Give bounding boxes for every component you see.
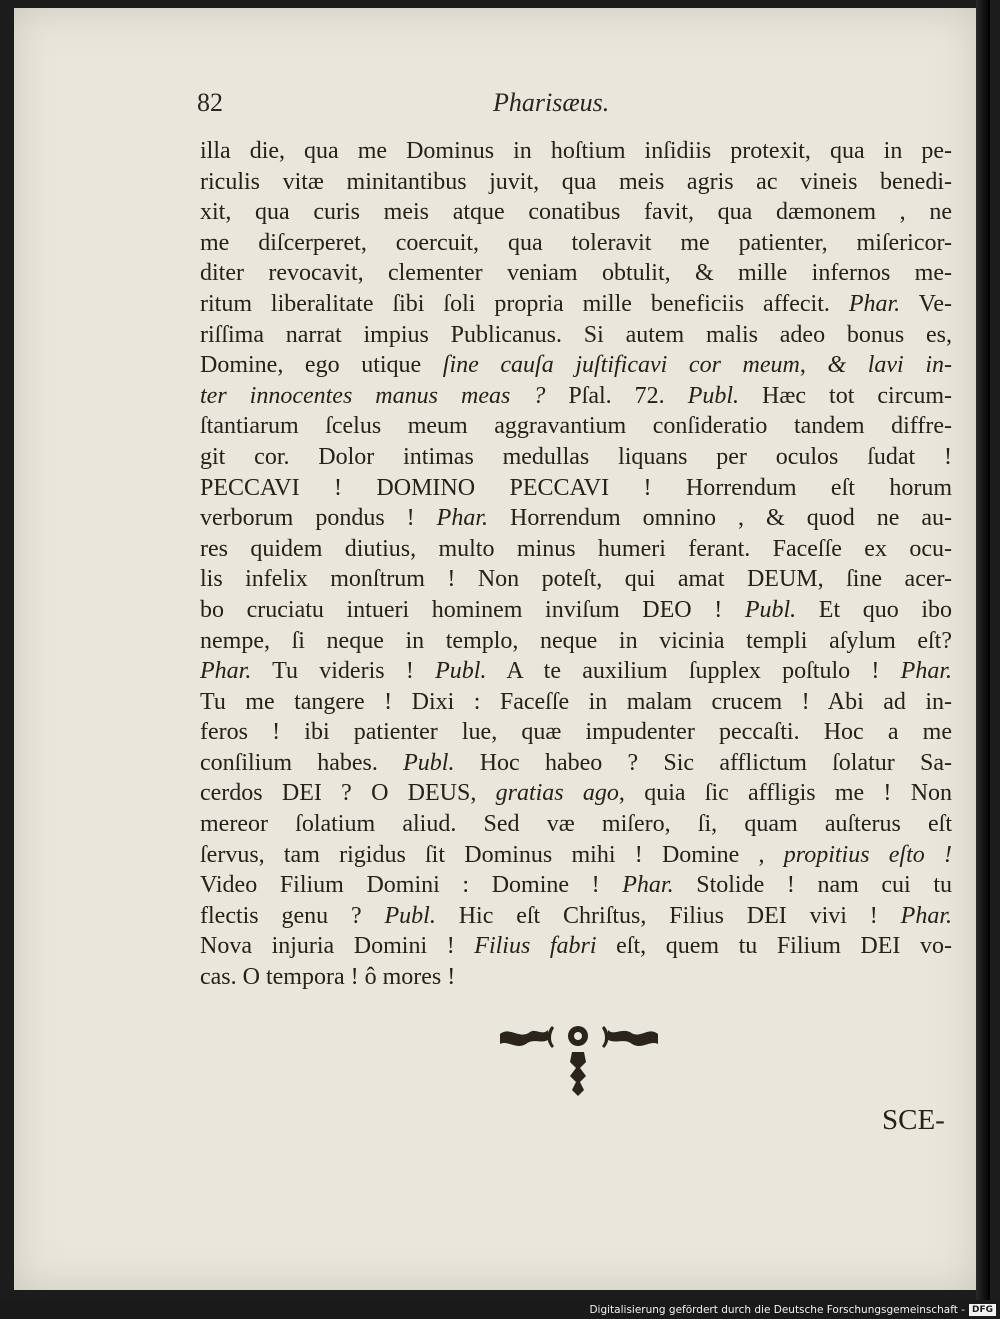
text-line: git cor. Dolor intimas medullas liquans per oculos ſudat ! [200, 443, 952, 470]
italic-text: Phar. [900, 902, 952, 929]
text-line: diter revocavit, clementer veniam obtulit, & mille infernos me- [200, 260, 952, 287]
italic-text: gratias ago [495, 780, 619, 807]
italic-text: Phar. [200, 658, 252, 685]
italic-text: Filius fabri [474, 933, 597, 960]
text-line: Phar. Tu videris ! Publ. A te auxilium ſupplex poſtulo ! Phar. [200, 658, 952, 685]
text-line: ter innocentes manus meas ? Pſal. 72. Publ. Hæc tot circum- [200, 382, 952, 409]
text-line: conſilium habes. Publ. Hoc habeo ? Sic afflictum ſolatur Sa- [200, 749, 952, 776]
page-number: 82 [197, 88, 223, 117]
text-line: mereor ſolatium aliud. Sed væ miſero, ſi, quam auſterus eſt [200, 811, 952, 838]
italic-text: Publ. [744, 596, 797, 623]
running-head [197, 88, 957, 118]
text-line: Nova injuria Domini ! Filius fabri eſt, quem tu Filium DEI vo- [200, 933, 952, 960]
italic-text: Publ. [687, 382, 740, 409]
text-line: res quidem diutius, multo minus humeri ferant. Faceſſe ex ocu- [200, 535, 952, 562]
text-line: illa die, qua me Dominus in hoſtium inſidiis protexit, qua in pe- [200, 138, 952, 164]
dfg-logo: DFG [969, 1304, 996, 1316]
body-text [200, 136, 952, 993]
italic-text: propitius eſto ! [783, 841, 952, 868]
italic-text: ſine cauſa juſtificavi cor meum [442, 352, 800, 379]
text-line: Tu me tangere ! Dixi : Faceſſe in malam crucem ! Abi ad in- [200, 688, 952, 715]
italic-text: Publ. [384, 902, 436, 929]
italic-text: & lavi in- [827, 352, 952, 379]
text-line: feros ! ibi patienter lue, quæ impudenter peccaſti. Hoc a me [200, 719, 952, 746]
text-line: me diſcerperet, coercuit, qua toleravit me patienter, miſericor- [200, 229, 952, 256]
printers-ornament [490, 1018, 680, 1098]
text-line: verborum pondus ! Phar. Horrendum omnino , & quod ne au- [200, 505, 953, 532]
text-line: cerdos DEI ? O DEUS, gratias ago, quia ſic affligis me ! Non [200, 780, 953, 807]
italic-text: Phar. [436, 505, 489, 532]
italic-text: Phar. [848, 290, 901, 317]
text-line: ritum liberalitate ſibi ſoli propria mille beneficiis affecit. Phar. Ve- [200, 290, 952, 317]
text-line: nempe, ſi neque in templo, neque in vicinia templi aſylum eſt? [200, 627, 952, 654]
running-title: Pharisæus. [493, 88, 610, 117]
text-line: PECCAVI ! DOMINO PECCAVI ! Horrendum eſt horum [200, 474, 952, 501]
text-line: bo cruciatu intueri hominem inviſum DEO ! Publ. Et quo ibo [200, 596, 952, 623]
text-line: ſtantiarum ſcelus meum aggravantium conſideratio tandem diffre- [200, 413, 952, 440]
book-edge [976, 0, 990, 1300]
text-line: riculis vitæ minitantibus juvit, qua meis agris ac vineis benedi- [200, 168, 952, 195]
text-line: lis infelix monſtrum ! Non poteſt, qui amat DEUM, ſine acer- [200, 566, 952, 593]
text-line: riſſima narrat impius Publicanus. Si autem malis adeo bonus es, [200, 321, 952, 348]
text-line: xit, qua curis meis atque conatibus favit, qua dæmonem , ne [200, 199, 952, 226]
italic-text: Publ. [403, 749, 455, 776]
italic-text: Phar. [622, 872, 674, 899]
credit-text: Digitalisierung gefördert durch die Deutsche Forschungsgemeinschaft - [589, 1304, 965, 1316]
text-line: Video Filium Domini : Domine ! Phar. Stolide ! nam cui tu [200, 872, 953, 899]
italic-text: Publ. [435, 658, 487, 685]
digitization-credit [560, 1303, 996, 1317]
text-line: ſervus, tam rigidus ſit Dominus mihi ! Domine , propitius eſto ! [200, 841, 952, 868]
catchword: SCE- [882, 1104, 945, 1136]
italic-text: Phar. [900, 658, 952, 685]
text-line: cas. O tempora ! ô mores ! [200, 964, 456, 991]
text-line: Domine, ego utique ſine cauſa juſtificavi cor meum, & lavi in- [200, 352, 952, 379]
italic-text: ter innocentes manus meas ? [200, 382, 546, 409]
text-line: flectis genu ? Publ. Hic eſt Chriſtus, Filius DEI vivi ! Phar. [200, 902, 952, 929]
